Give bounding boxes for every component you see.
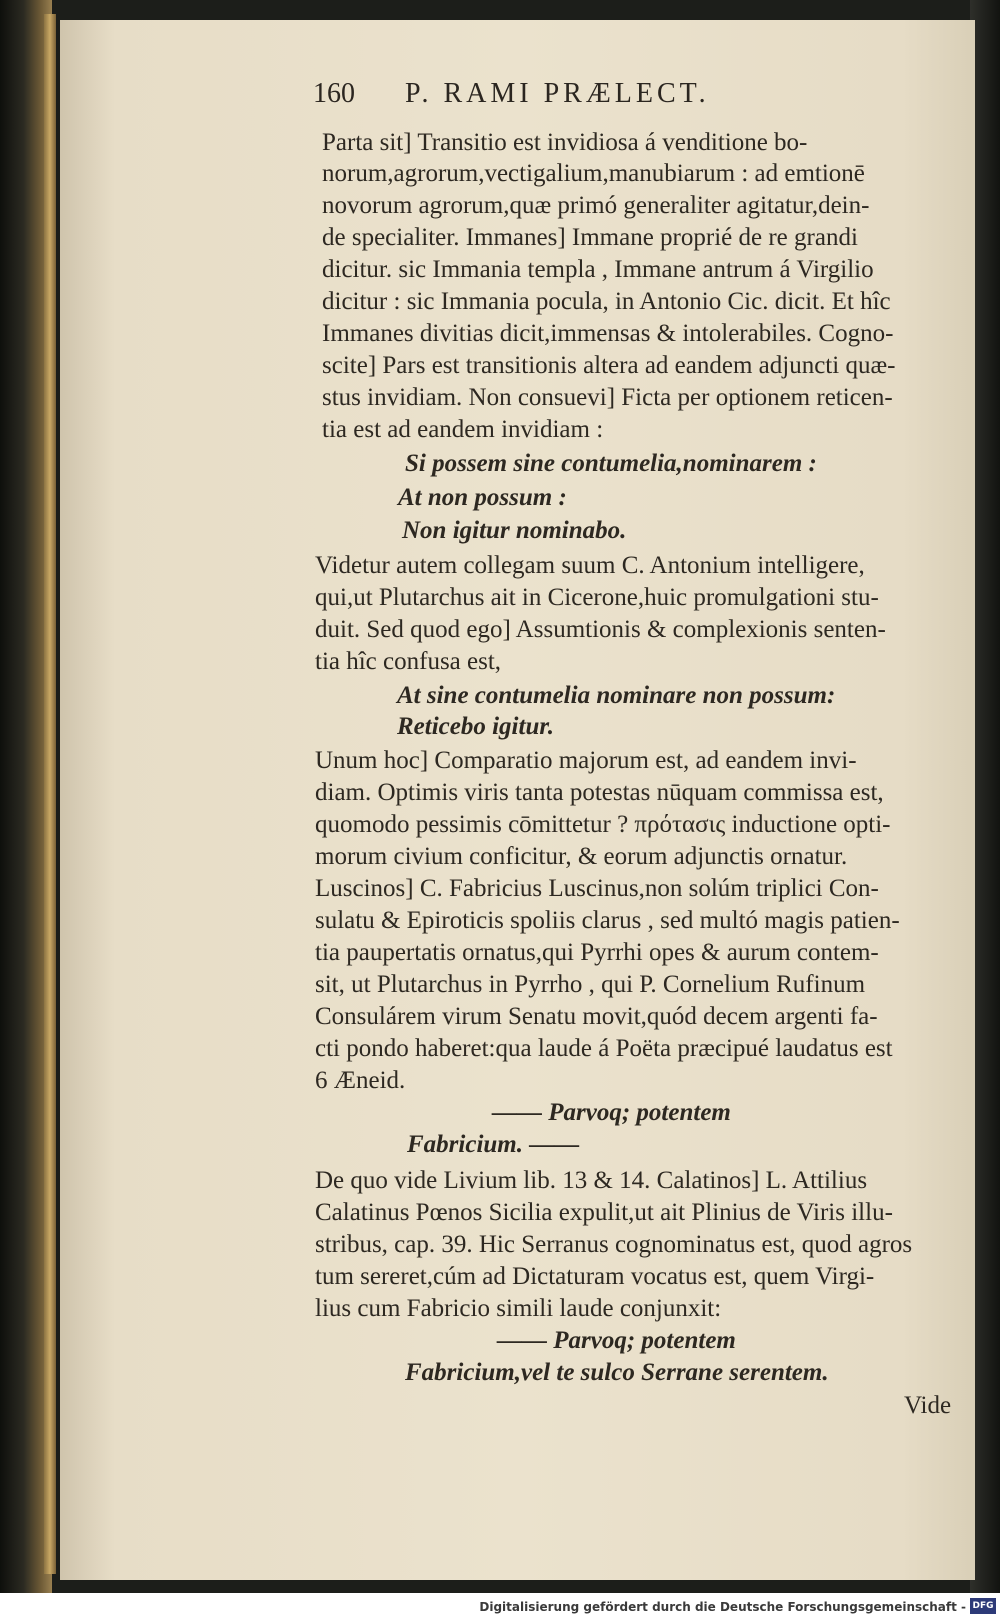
- catchword: Vide: [904, 1392, 952, 1419]
- running-head: [313, 78, 1000, 118]
- verse-line: Reticebo igitur.: [397, 713, 554, 740]
- running-title: P. RAMI PRÆLECT.: [405, 78, 710, 109]
- verse-line: —— Parvoq; potentem: [492, 1099, 731, 1126]
- text-line: Parta sit] Transitio est invidiosa á venditione bo-: [322, 129, 808, 156]
- text-line: qui,ut Plutarchus ait in Cicerone,huic promulgationi stu-: [315, 584, 879, 611]
- text-line: tia est ad eandem invidiam :: [322, 416, 604, 443]
- text-line: De quo vide Livium lib. 13 & 14. Calatinos] L. Attilius: [315, 1167, 868, 1194]
- text-line: Luscinos] C. Fabricius Luscinus,non solúm triplici Con-: [315, 875, 879, 902]
- text-line: dicitur : sic Immania pocula, in Antonio Cic. dicit. Et hîc: [322, 288, 891, 315]
- text-line: norum,agrorum,vectigalium,manubiarum : ad emtionē: [322, 160, 865, 187]
- verse-line: —— Parvoq; potentem: [497, 1327, 736, 1354]
- text-line: sit, ut Plutarchus in Pyrrho , qui P. Cornelium Rufinum: [315, 971, 866, 998]
- text-line: quomodo pessimis cōmittetur ? πρότασις inductione opti-: [315, 811, 891, 838]
- verse-line: Fabricium,vel te sulco Serrane serentem.: [405, 1359, 829, 1386]
- text-line: stus invidiam. Non consuevi] Ficta per optionem reticen-: [322, 384, 893, 411]
- verse-line: Non igitur nominabo.: [402, 517, 627, 544]
- funding-credit: Digitalisierung gefördert durch die Deutsche Forschungsgemeinschaft -: [479, 1600, 966, 1614]
- text-line: Videtur autem collegam suum C. Antonium intelligere,: [315, 552, 865, 579]
- text-line: Calatinus Pœnos Sicilia expulit,ut ait Plinius de Viris illu-: [315, 1199, 893, 1226]
- footer-bar: [0, 1593, 1000, 1623]
- text-line: 6 Æneid.: [315, 1067, 406, 1094]
- text-line: Unum hoc] Comparatio majorum est, ad eandem invi-: [315, 747, 857, 774]
- text-line: scite] Pars est transitionis altera ad eandem adjuncti quæ-: [322, 352, 896, 379]
- dfg-logo: DFG: [970, 1598, 996, 1614]
- verse-line: Si possem sine contumelia,nominarem :: [405, 450, 817, 477]
- text-line: lius cum Fabricio simili laude conjunxit:: [315, 1295, 722, 1322]
- text-line: tum sereret,cúm ad Dictaturam vocatus est, quem Virgi-: [315, 1263, 875, 1290]
- text-line: dicitur. sic Immania templa , Immane antrum á Virgilio: [322, 256, 874, 283]
- text-line: de specialiter. Immanes] Immane proprié de re grandi: [322, 224, 858, 251]
- gilt-edge: [44, 14, 56, 1574]
- text-line: novorum agrorum,quæ primó generaliter agitatur,dein-: [322, 192, 870, 219]
- text-line: diam. Optimis viris tanta potestas nūquam commissa est,: [315, 779, 884, 806]
- text-line: Consulárem virum Senatu movit,quód decem argenti fa-: [315, 1003, 878, 1030]
- text-line: sulatu & Epiroticis spoliis clarus , sed multó magis patien-: [315, 907, 900, 934]
- verse-line: At non possum :: [398, 484, 567, 511]
- verse-line: At sine contumelia nominare non possum:: [397, 682, 836, 709]
- verse-line: Fabricium. ——: [407, 1131, 580, 1158]
- page-number: 160: [313, 78, 355, 109]
- text-line: stribus, cap. 39. Hic Serranus cognominatus est, quod agros: [315, 1231, 913, 1258]
- text-line: tia hîc confusa est,: [315, 648, 502, 675]
- text-line: duit. Sed quod ego] Assumtionis & complexionis senten-: [315, 616, 886, 643]
- text-line: tia paupertatis ornatus,qui Pyrrhi opes & aurum contem-: [315, 939, 879, 966]
- text-line: morum civium conficitur, & eorum adjunctis ornatur.: [315, 843, 848, 870]
- text-line: cti pondo haberet:qua laude á Poëta præcipué laudatus est: [315, 1035, 893, 1062]
- text-line: Immanes divitias dicit,immensas & intolerabiles. Cogno-: [322, 320, 894, 347]
